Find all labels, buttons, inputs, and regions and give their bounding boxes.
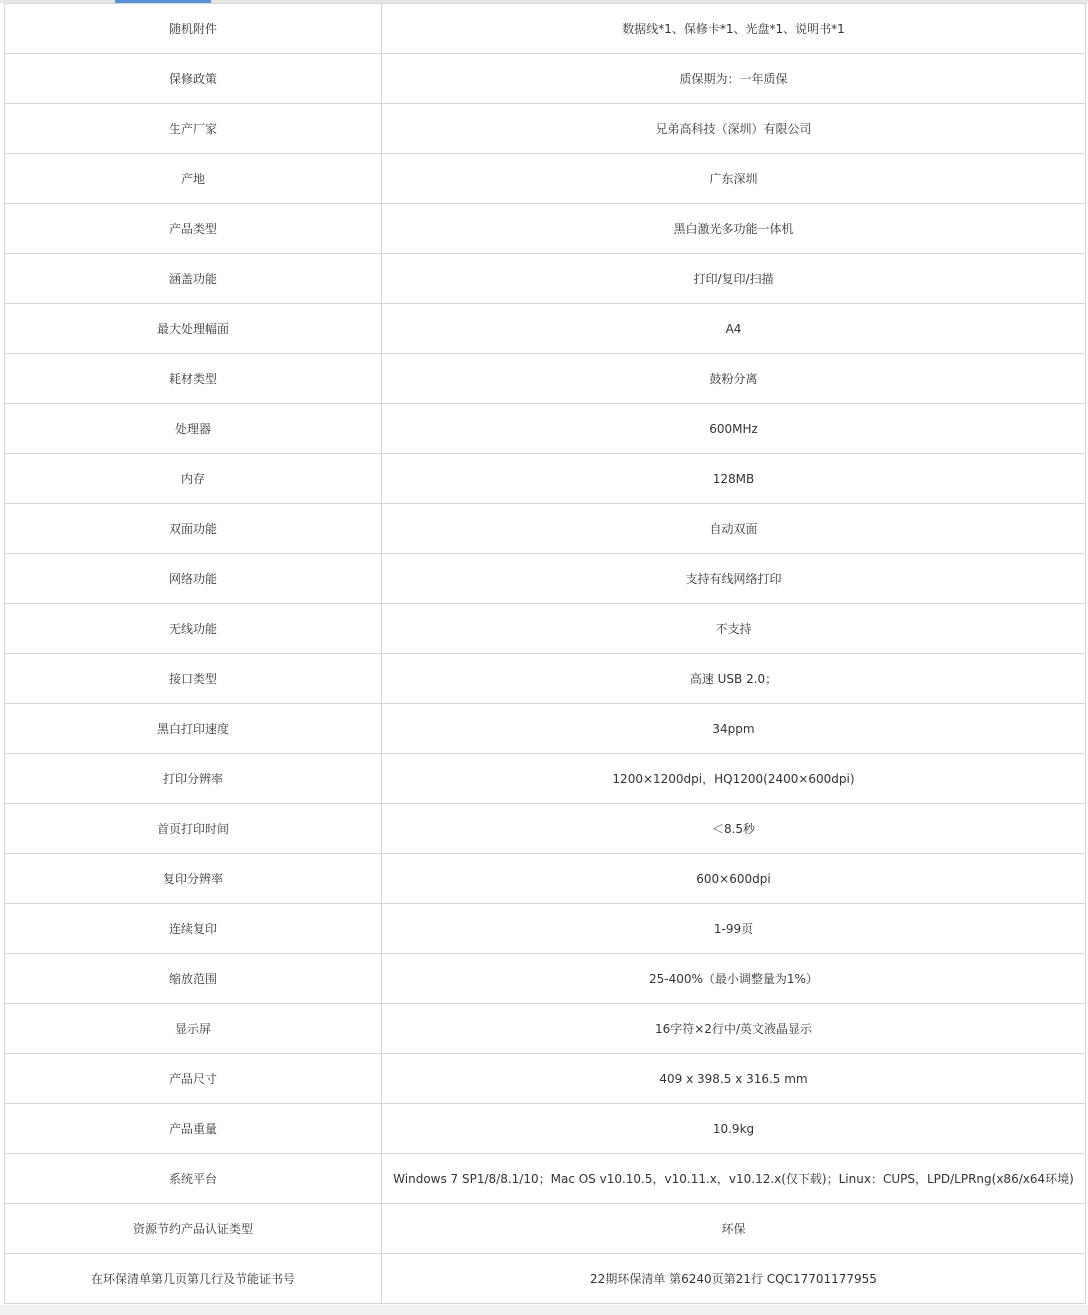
spec-value: 409 x 398.5 x 316.5 mm [382, 1054, 1086, 1104]
table-row [5, 1054, 1086, 1104]
spec-value: 打印/复印/扫描 [382, 254, 1086, 304]
spec-value: 兄弟高科技（深圳）有限公司 [382, 104, 1086, 154]
spec-label: 缩放范围 [5, 954, 382, 1004]
table-row [5, 454, 1086, 504]
spec-label: 显示屏 [5, 1004, 382, 1054]
table-row [5, 204, 1086, 254]
table-row [5, 1154, 1086, 1204]
bottom-scroll-strip [0, 1305, 1088, 1315]
table-row [5, 104, 1086, 154]
spec-label: 涵盖功能 [5, 254, 382, 304]
spec-label: 最大处理幅面 [5, 304, 382, 354]
spec-value: 质保期为：一年质保 [382, 54, 1086, 104]
spec-value: 数据线*1、保修卡*1、光盘*1、说明书*1 [382, 4, 1086, 54]
table-row [5, 554, 1086, 604]
spec-label: 产品尺寸 [5, 1054, 382, 1104]
spec-label: 处理器 [5, 404, 382, 454]
spec-value: 不支持 [382, 604, 1086, 654]
table-row [5, 1254, 1086, 1304]
spec-label: 网络功能 [5, 554, 382, 604]
table-row [5, 704, 1086, 754]
table-row [5, 54, 1086, 104]
table-row [5, 504, 1086, 554]
spec-label: 复印分辨率 [5, 854, 382, 904]
spec-value: 环保 [382, 1204, 1086, 1254]
table-row [5, 1104, 1086, 1154]
spec-label: 黑白打印速度 [5, 704, 382, 754]
spec-label: 双面功能 [5, 504, 382, 554]
spec-label: 资源节约产品认证类型 [5, 1204, 382, 1254]
spec-value: 600MHz [382, 404, 1086, 454]
spec-value: 支持有线网络打印 [382, 554, 1086, 604]
spec-value: 34ppm [382, 704, 1086, 754]
spec-value: 22期环保清单 第6240页第21行 CQC17701177955 [382, 1254, 1086, 1304]
spec-label: 无线功能 [5, 604, 382, 654]
spec-value: 自动双面 [382, 504, 1086, 554]
table-row [5, 804, 1086, 854]
table-row [5, 304, 1086, 354]
spec-label: 内存 [5, 454, 382, 504]
table-row [5, 754, 1086, 804]
table-row [5, 1204, 1086, 1254]
spec-value: 600×600dpi [382, 854, 1086, 904]
table-row [5, 354, 1086, 404]
spec-label: 产地 [5, 154, 382, 204]
spec-label: 系统平台 [5, 1154, 382, 1204]
spec-label: 接口类型 [5, 654, 382, 704]
spec-label: 打印分辨率 [5, 754, 382, 804]
spec-value: 1-99页 [382, 904, 1086, 954]
spec-label: 产品类型 [5, 204, 382, 254]
spec-value: Windows 7 SP1/8/8.1/10；Mac OS v10.10.5，v10.11.x，v10.12.x(仅下载)；Linux：CUPS，LPD/LPRng(x86/x64环境) [382, 1154, 1086, 1204]
spec-value: 128MB [382, 454, 1086, 504]
spec-value: 10.9kg [382, 1104, 1086, 1154]
table-row [5, 954, 1086, 1004]
table-row [5, 654, 1086, 704]
table-row [5, 1004, 1086, 1054]
spec-label: 耗材类型 [5, 354, 382, 404]
spec-value: 黑白激光多功能一体机 [382, 204, 1086, 254]
spec-value: 16字符×2行中/英文液晶显示 [382, 1004, 1086, 1054]
table-row [5, 254, 1086, 304]
table-row [5, 404, 1086, 454]
spec-value: ＜8.5秒 [382, 804, 1086, 854]
table-row [5, 154, 1086, 204]
spec-value: A4 [382, 304, 1086, 354]
spec-label: 产品重量 [5, 1104, 382, 1154]
spec-table [4, 3, 1086, 1304]
spec-label: 首页打印时间 [5, 804, 382, 854]
spec-value: 广东深圳 [382, 154, 1086, 204]
spec-label: 生产厂家 [5, 104, 382, 154]
spec-value: 鼓粉分离 [382, 354, 1086, 404]
spec-label: 随机附件 [5, 4, 382, 54]
table-row [5, 854, 1086, 904]
spec-label: 保修政策 [5, 54, 382, 104]
spec-value: 高速 USB 2.0； [382, 654, 1086, 704]
spec-value: 25-400%（最小调整量为1%） [382, 954, 1086, 1004]
table-row [5, 904, 1086, 954]
spec-value: 1200×1200dpi，HQ1200(2400×600dpi) [382, 754, 1086, 804]
spec-label: 连续复印 [5, 904, 382, 954]
table-row [5, 4, 1086, 54]
spec-label: 在环保清单第几页第几行及节能证书号 [5, 1254, 382, 1304]
table-row [5, 604, 1086, 654]
